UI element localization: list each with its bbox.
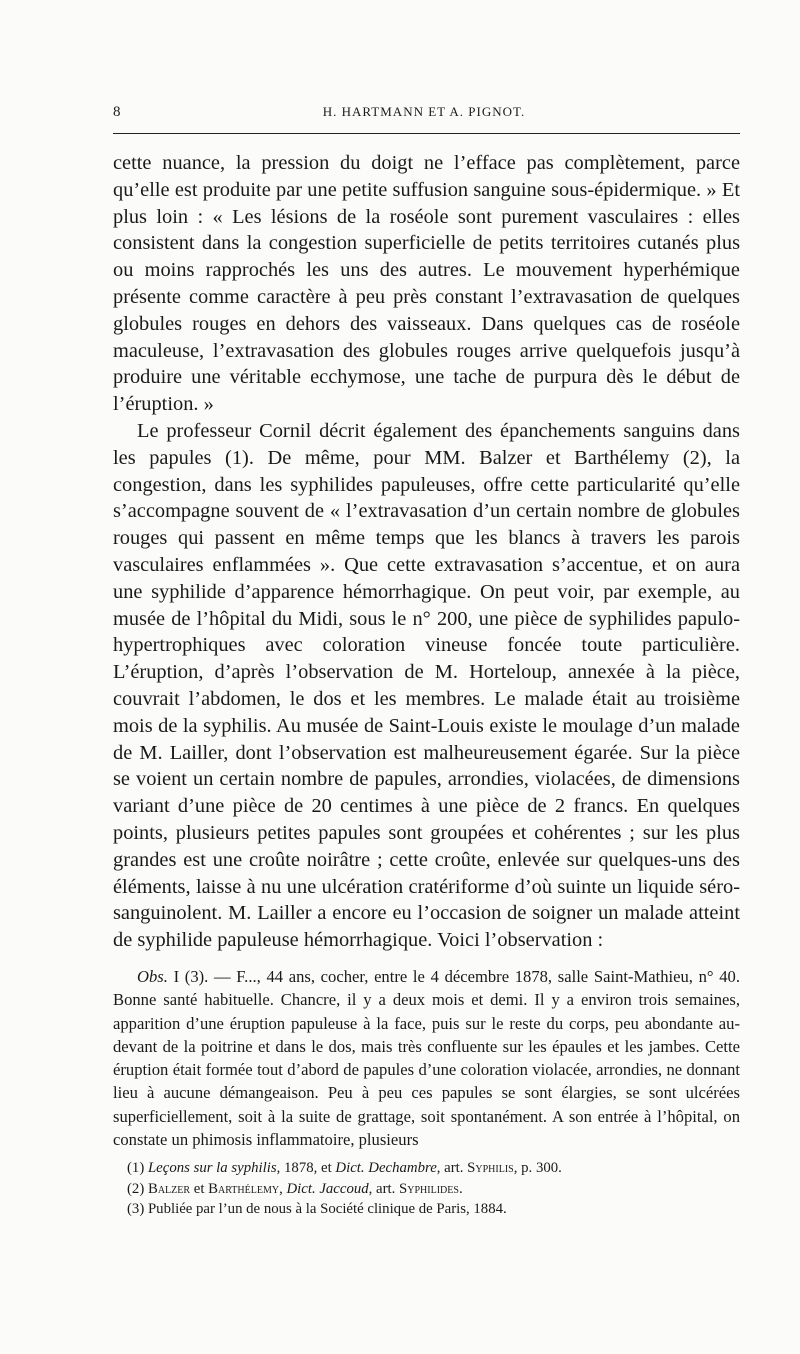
running-head [109, 104, 739, 124]
footnotes [127, 1158, 740, 1220]
footnote-3: (3) Publiée par l’un de nous à la Société clinique de Paris, 1884. [127, 1201, 507, 1217]
footnote-2: (2) Balzer et Barthélemy, Dict. Jaccoud, art. Syphilides. [127, 1180, 463, 1197]
main-text [113, 150, 740, 954]
footnote-1: (1) Leçons sur la syphilis, 1878, et Dict. Dechambre, art. Syphilis, p. 300. [127, 1160, 562, 1176]
header-rule [113, 133, 740, 134]
paragraph-continuation: cette nuance, la pression du doigt ne l’efface pas complètement, parce qu’elle est produite par une petite suffusion sanguine sous-épidermique. » Et plus loin : « Les lésions de la roséole sont purement vasculaires : elles consistent dans la congestion superficielle de petits territoires cutanés plus ou moins rapprochés les uns des autres. Le mouvement hyperhémique présente comme caractère à peu près constant l’extravasation de quelques globules rouges en dehors des vaisseaux. Dans quelques cas de roséole maculeuse, l’extravasation des globules rouges arrive quelquefois jusqu’à produire une véritable ecchymose, une tache de purpura dès le début de l’éruption. » [113, 152, 740, 416]
observation-label: Obs. [137, 967, 168, 986]
running-title: H. HARTMANN ET A. PIGNOT. [322, 104, 526, 119]
page-number: 8 [113, 104, 121, 120]
paragraph-cornil: Le professeur Cornil décrit également des épanchements sanguins dans les papules (1). De même, pour MM. Balzer et Barthélemy (2), la congestion, dans les syphilides papuleuses, offre cette particularité qu’elle s’accompagne souvent de « l’extravasation d’un certain nombre de globules rouges qui passent en même temps que les blancs à travers les parois vasculaires enflammées ». Que cette extravasation s’accentue, et on aura une syphilide d’apparence hémorrhagique. On peut voir, par exemple, au musée de l’hôpital du Midi, sous le n° 200, une pièce de syphilides papulo-hypertrophiques avec coloration vineuse foncée toute particulière. L’éruption, d’après l’observation de M. Horteloup, annexée à la pièce, couvrait l’abdomen, le dos et les membres. Le malade était au troisième mois de la syphilis. Au musée de Saint-Louis existe le moulage d’un malade de M. Lailler, dont l’observation est malheureusement égarée. Sur la pièce se voient un certain nombre de papules, arrondies, violacées, de dimensions variant d’une pièce de 20 centimes à une pièce de 2 francs. En quelques points, plusieurs petites papules sont groupées et cohérentes ; sur les plus grandes est une croûte noirâtre ; cette croûte, enlevée sur quelques-uns des éléments, laisse à nu une ulcération cratériforme d’où suinte un liquide séro-sanguinolent. M. Lailler a encore eu l’occasion de soigner un malade atteint de syphilide papuleuse hémorrhagique. Voici l’observation : [113, 419, 740, 952]
observation-number: I (3). — [173, 967, 237, 986]
observation-block [113, 965, 740, 1151]
observation-paragraph [113, 965, 740, 1151]
observation-text: F..., 44 ans, cocher, entre le 4 décembre 1878, salle Saint-Mathieu, n° 40. Bonne santé habituelle. Chancre, il y a deux mois et demi. Il y a environ trois semaines, apparition d’une éruption papuleuse à la face, puis sur le reste du corps, peu abondante au-devant de la poitrine et dans le dos, mais très confluente sur les épaules et les jambes. Cette éruption était formée tout d’abord de papules d’une coloration violacée, arrondies, ne donnant lieu à aucune démangeaison. Peu à peu ces papules se sont élargies, se sont ulcérées superficiellement, soit à la suite de grattage, soit spontanément. A son entrée à l’hôpital, on constate un phimosis inflammatoire, plusieurs [113, 967, 740, 1150]
